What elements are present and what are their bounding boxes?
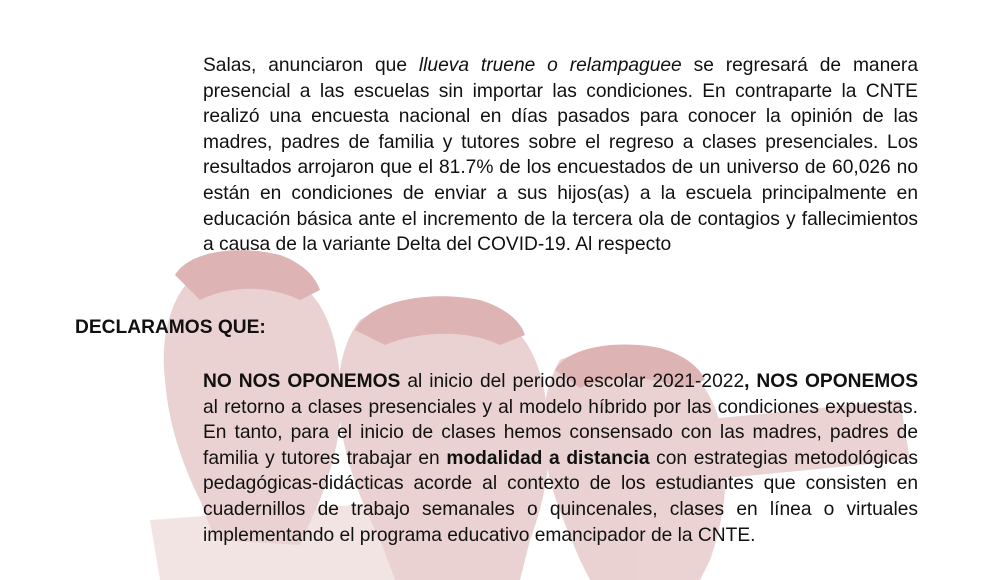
declaration-text-3: con estrategias metodológicas pedagógicas-didácticas acorde al contexto de los estudiantes que consisten en cuadernillos de trabajo semanales o quincenales, clases en línea o virtuales implementando el programa educativo emancipador de la CNTE. bbox=[203, 447, 918, 546]
declaration-bold-1: NO NOS OPONEMOS bbox=[203, 371, 401, 392]
declaration-bold-2: , NOS OPONEMOS bbox=[744, 371, 919, 392]
paragraph-intro bbox=[203, 53, 918, 258]
declaration-text-2: al retorno a clases presenciales y al modelo híbrido por las condiciones expuestas. En tanto, para el inicio de clases hemos consensado con las madres, padres de familia y tutores trabajar en bbox=[203, 396, 918, 469]
paragraph-intro-text-2: se regresará de manera presencial a las escuelas sin importar las condiciones. En contraparte la CNTE realizó una encuesta nacional en días pasados para conocer la opinión de las madres, padres de familia y tutores sobre el regreso a clases presenciales. Los resultados arrojaron que el 81.7% de los encuestados de un universo de 60,026 no están en condiciones de enviar a sus hijos(as) a la escuela principalmente en educación básica ante el incremento de la tercera ola de contagios y fallecimientos a causa de la variante Delta del COVID-19. Al respecto bbox=[203, 55, 918, 256]
section-heading: DECLARAMOS QUE: bbox=[75, 317, 266, 338]
paragraph-intro-italic: llueva truene o relampaguee bbox=[418, 55, 682, 76]
paragraph-declaration bbox=[203, 369, 918, 548]
paragraph-intro-text-1: Salas, anunciaron que bbox=[203, 55, 419, 76]
declaration-text-1: al inicio del periodo escolar 2021-2022 bbox=[400, 371, 745, 392]
declaration-bold-3: modalidad a distancia bbox=[446, 447, 650, 469]
